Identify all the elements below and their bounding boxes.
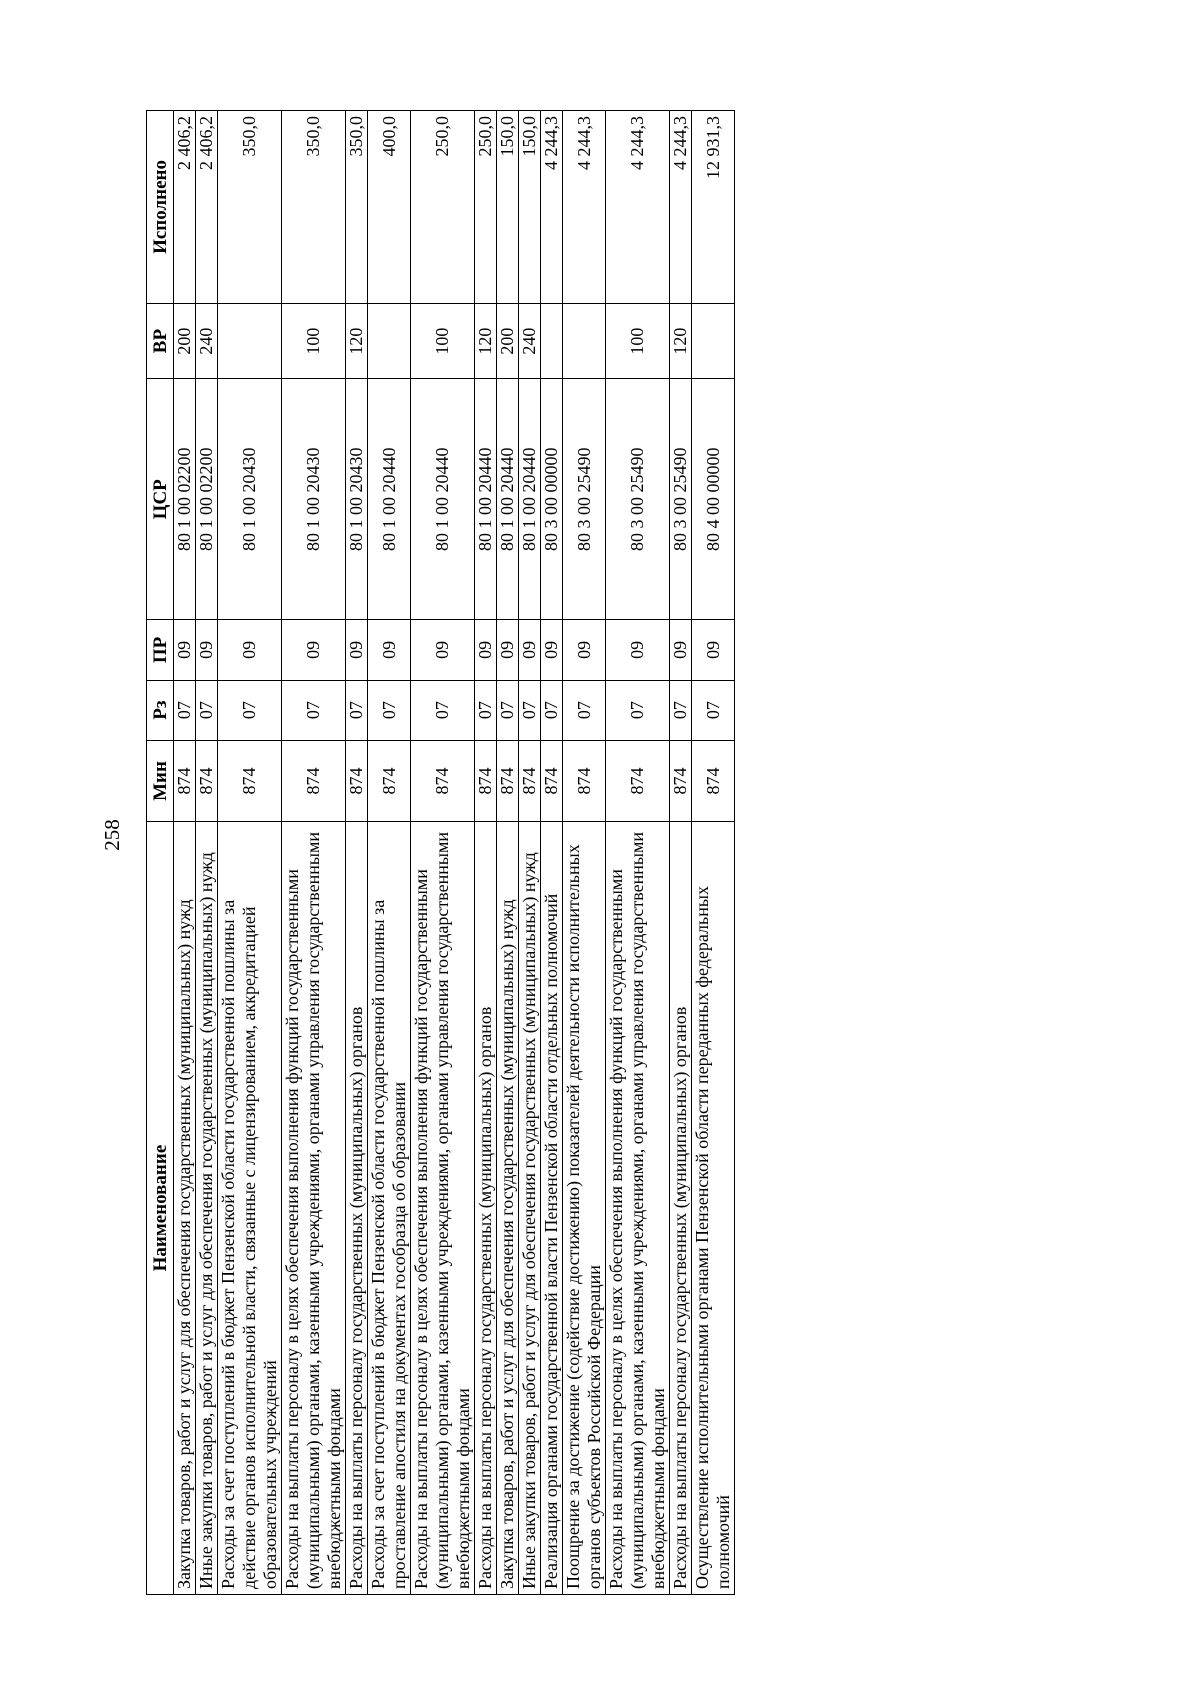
table-row (606, 111, 670, 1595)
cell-csr: 80 1 00 20440 (519, 379, 541, 620)
cell-min: 874 (692, 740, 735, 821)
cell-rz: 07 (497, 680, 519, 740)
cell-min: 874 (346, 740, 368, 821)
cell-vr: 100 (411, 303, 475, 378)
cell-vr: 200 (174, 303, 196, 378)
cell-rz: 07 (346, 680, 368, 740)
cell-min: 874 (497, 740, 519, 821)
cell-done: 250,0 (475, 111, 497, 304)
cell-min: 874 (218, 740, 282, 821)
cell-done: 150,0 (497, 111, 519, 304)
cell-pr: 09 (346, 620, 368, 680)
cell-vr (218, 303, 282, 378)
cell-min: 874 (563, 740, 606, 821)
cell-name: Расходы на выплаты персоналу в целях обеспечения выполнения функций государственными (муниципальными) органами, казенными учреждениями, органами управления государственными внебюджетными фондами (282, 822, 346, 1595)
cell-pr: 09 (519, 620, 541, 680)
cell-done: 150,0 (519, 111, 541, 304)
cell-name: Расходы на выплаты персоналу в целях обеспечения выполнения функций государственными (муниципальными) органами, казенными учреждениями, органами управления государственными внебюджетными фондами (411, 822, 475, 1595)
cell-pr: 09 (497, 620, 519, 680)
cell-name: Расходы на выплаты персоналу государственных (муниципальных) органов (346, 822, 368, 1595)
header-name: Наименование (147, 822, 174, 1595)
cell-rz: 07 (218, 680, 282, 740)
cell-done: 2 406,2 (196, 111, 218, 304)
cell-name: Иные закупки товаров, работ и услуг для обеспечения государственных (муниципальных) нужд (196, 822, 218, 1595)
table-row (411, 111, 475, 1595)
table-header-row (147, 111, 174, 1595)
cell-name: Поощрение за достижение (содействие достижению) показателей деятельности исполнительных органов субъектов Российской Федерации (563, 822, 606, 1595)
cell-csr: 80 3 00 25490 (606, 379, 670, 620)
cell-done: 12 931,3 (692, 111, 735, 304)
header-rz: Рз (147, 680, 174, 740)
cell-csr: 80 1 00 20430 (218, 379, 282, 620)
cell-vr: 200 (497, 303, 519, 378)
cell-csr: 80 1 00 20440 (497, 379, 519, 620)
cell-pr: 09 (692, 620, 735, 680)
cell-rz: 07 (670, 680, 692, 740)
header-csr: ЦСР (147, 379, 174, 620)
cell-rz: 07 (563, 680, 606, 740)
cell-min: 874 (174, 740, 196, 821)
table-row (692, 111, 735, 1595)
cell-vr (541, 303, 563, 378)
table-row (218, 111, 282, 1595)
cell-min: 874 (541, 740, 563, 821)
cell-rz: 07 (519, 680, 541, 740)
cell-csr: 80 3 00 00000 (541, 379, 563, 620)
cell-min: 874 (411, 740, 475, 821)
cell-rz: 07 (174, 680, 196, 740)
cell-name: Расходы за счет поступлений в бюджет Пензенской области государственной пошлины за проставление апостиля на документах гособразца об образовании (368, 822, 411, 1595)
cell-done: 4 244,3 (563, 111, 606, 304)
cell-pr: 09 (368, 620, 411, 680)
table-row (497, 111, 519, 1595)
cell-csr: 80 1 00 02200 (196, 379, 218, 620)
cell-csr: 80 1 00 20430 (346, 379, 368, 620)
cell-pr: 09 (218, 620, 282, 680)
rotated-table-container (146, 110, 1053, 1595)
cell-csr: 80 1 00 20430 (282, 379, 346, 620)
cell-name: Осуществление исполнительными органами Пензенской области переданных федеральных полномочий (692, 822, 735, 1595)
cell-done: 250,0 (411, 111, 475, 304)
cell-vr: 120 (346, 303, 368, 378)
cell-rz: 07 (196, 680, 218, 740)
cell-vr: 240 (519, 303, 541, 378)
cell-vr: 100 (282, 303, 346, 378)
header-vr: ВР (147, 303, 174, 378)
table-body (174, 111, 735, 1595)
budget-table (146, 110, 735, 1595)
cell-name: Расходы на выплаты персоналу в целях обеспечения выполнения функций государственными (муниципальными) органами, казенными учреждениями, органами управления государственными внебюджетными фондами (606, 822, 670, 1595)
cell-csr: 80 1 00 20440 (368, 379, 411, 620)
cell-rz: 07 (411, 680, 475, 740)
cell-rz: 07 (282, 680, 346, 740)
cell-pr: 09 (541, 620, 563, 680)
cell-csr: 80 3 00 25490 (670, 379, 692, 620)
cell-csr: 80 3 00 25490 (563, 379, 606, 620)
cell-name: Иные закупки товаров, работ и услуг для обеспечения государственных (муниципальных) нужд (519, 822, 541, 1595)
cell-pr: 09 (475, 620, 497, 680)
cell-min: 874 (670, 740, 692, 821)
table-row (519, 111, 541, 1595)
table-row (282, 111, 346, 1595)
cell-min: 874 (606, 740, 670, 821)
cell-done: 4 244,3 (670, 111, 692, 304)
cell-csr: 80 1 00 20440 (475, 379, 497, 620)
table-row (196, 111, 218, 1595)
cell-vr (692, 303, 735, 378)
cell-done: 4 244,3 (606, 111, 670, 304)
cell-name: Реализация органами государственной власти Пензенской области отдельных полномочий (541, 822, 563, 1595)
table-row (670, 111, 692, 1595)
cell-min: 874 (368, 740, 411, 821)
cell-min: 874 (519, 740, 541, 821)
header-done: Исполнено (147, 111, 174, 304)
cell-rz: 07 (692, 680, 735, 740)
cell-vr (368, 303, 411, 378)
cell-vr (563, 303, 606, 378)
cell-done: 400,0 (368, 111, 411, 304)
cell-pr: 09 (174, 620, 196, 680)
cell-pr: 09 (196, 620, 218, 680)
cell-csr: 80 1 00 20440 (411, 379, 475, 620)
table-row (174, 111, 196, 1595)
cell-rz: 07 (475, 680, 497, 740)
cell-pr: 09 (282, 620, 346, 680)
cell-min: 874 (282, 740, 346, 821)
cell-min: 874 (196, 740, 218, 821)
cell-pr: 09 (606, 620, 670, 680)
table-row (346, 111, 368, 1595)
page-number: 258 (100, 819, 124, 851)
table-row (368, 111, 411, 1595)
cell-name: Закупка товаров, работ и услуг для обеспечения государственных (муниципальных) нужд (497, 822, 519, 1595)
header-min: Мин (147, 740, 174, 821)
cell-vr: 120 (670, 303, 692, 378)
table-row (475, 111, 497, 1595)
cell-rz: 07 (606, 680, 670, 740)
cell-name: Расходы на выплаты персоналу государственных (муниципальных) органов (670, 822, 692, 1595)
cell-vr: 120 (475, 303, 497, 378)
table-row (541, 111, 563, 1595)
cell-done: 4 244,3 (541, 111, 563, 304)
cell-name: Расходы за счет поступлений в бюджет Пензенской области государственной пошлины за действие органов исполнительной власти, связанные с лицензированием, аккредитацией образовательных учреждений (218, 822, 282, 1595)
cell-rz: 07 (368, 680, 411, 740)
table-row (563, 111, 606, 1595)
cell-vr: 240 (196, 303, 218, 378)
cell-csr: 80 1 00 02200 (174, 379, 196, 620)
cell-pr: 09 (670, 620, 692, 680)
cell-vr: 100 (606, 303, 670, 378)
cell-done: 350,0 (218, 111, 282, 304)
cell-csr: 80 4 00 00000 (692, 379, 735, 620)
cell-done: 350,0 (346, 111, 368, 304)
cell-pr: 09 (563, 620, 606, 680)
cell-name: Закупка товаров, работ и услуг для обеспечения государственных (муниципальных) нужд (174, 822, 196, 1595)
cell-min: 874 (475, 740, 497, 821)
cell-rz: 07 (541, 680, 563, 740)
cell-name: Расходы на выплаты персоналу государственных (муниципальных) органов (475, 822, 497, 1595)
cell-done: 350,0 (282, 111, 346, 304)
cell-pr: 09 (411, 620, 475, 680)
header-pr: ПР (147, 620, 174, 680)
cell-done: 2 406,2 (174, 111, 196, 304)
